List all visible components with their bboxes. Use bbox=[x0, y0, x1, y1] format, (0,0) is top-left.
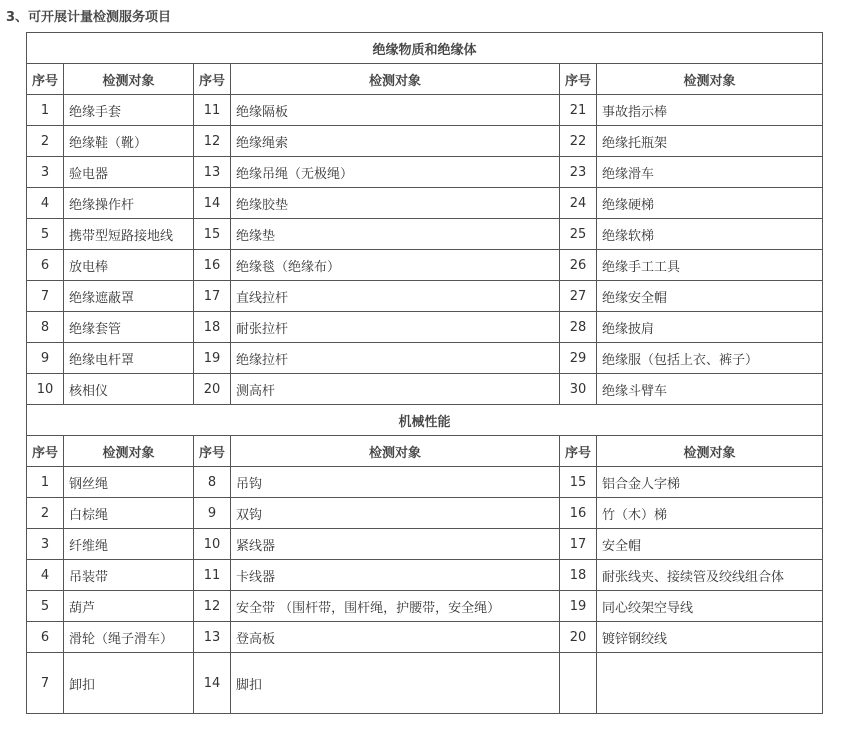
column-header-number: 序号 bbox=[27, 436, 64, 467]
item-number: 12 bbox=[194, 126, 231, 157]
column-header-number: 序号 bbox=[194, 436, 231, 467]
item-number: 22 bbox=[560, 126, 597, 157]
item-name: 登高板 bbox=[231, 622, 560, 653]
column-header-item: 检测对象 bbox=[597, 64, 823, 95]
item-name bbox=[597, 653, 823, 714]
item-number: 13 bbox=[194, 157, 231, 188]
item-name: 绝缘电杆罩 bbox=[64, 343, 194, 374]
item-name: 绝缘手套 bbox=[64, 95, 194, 126]
item-name: 钢丝绳 bbox=[64, 467, 194, 498]
section-heading: 3、可开展计量检测服务项目 bbox=[6, 10, 172, 25]
item-number: 1 bbox=[27, 467, 64, 498]
item-name: 脚扣 bbox=[231, 653, 560, 714]
table-row bbox=[27, 281, 823, 312]
item-number: 3 bbox=[27, 529, 64, 560]
item-name: 纤维绳 bbox=[64, 529, 194, 560]
item-number: 30 bbox=[560, 374, 597, 405]
item-number: 20 bbox=[194, 374, 231, 405]
table-row bbox=[27, 374, 823, 405]
column-header-row bbox=[27, 436, 823, 467]
item-name: 同心绞架空导线 bbox=[597, 591, 823, 622]
table-row bbox=[27, 498, 823, 529]
item-name: 安全带 （围杆带，围杆绳，护腰带，安全绳） bbox=[231, 591, 560, 622]
item-name: 绝缘硬梯 bbox=[597, 188, 823, 219]
item-number: 4 bbox=[27, 560, 64, 591]
item-number: 6 bbox=[27, 622, 64, 653]
column-header-number: 序号 bbox=[560, 436, 597, 467]
item-number: 7 bbox=[27, 653, 64, 714]
item-number: 4 bbox=[27, 188, 64, 219]
item-number: 6 bbox=[27, 250, 64, 281]
item-name: 直线拉杆 bbox=[231, 281, 560, 312]
item-number: 1 bbox=[27, 95, 64, 126]
item-number: 19 bbox=[194, 343, 231, 374]
item-name: 绝缘鞋（靴） bbox=[64, 126, 194, 157]
table-row bbox=[27, 560, 823, 591]
item-name: 耐张拉杆 bbox=[231, 312, 560, 343]
section-title-row bbox=[27, 405, 823, 436]
item-name: 验电器 bbox=[64, 157, 194, 188]
item-number: 15 bbox=[560, 467, 597, 498]
item-name: 紧线器 bbox=[231, 529, 560, 560]
item-number: 18 bbox=[560, 560, 597, 591]
item-number: 8 bbox=[194, 467, 231, 498]
item-number: 19 bbox=[560, 591, 597, 622]
table-row bbox=[27, 343, 823, 374]
item-number: 13 bbox=[194, 622, 231, 653]
item-name: 测高杆 bbox=[231, 374, 560, 405]
item-name: 双钩 bbox=[231, 498, 560, 529]
item-name: 绝缘披肩 bbox=[597, 312, 823, 343]
item-number: 14 bbox=[194, 653, 231, 714]
item-name: 绝缘毯（绝缘布） bbox=[231, 250, 560, 281]
item-number: 12 bbox=[194, 591, 231, 622]
column-header-number: 序号 bbox=[27, 64, 64, 95]
item-number: 26 bbox=[560, 250, 597, 281]
column-header-item: 检测对象 bbox=[231, 436, 560, 467]
column-header-item: 检测对象 bbox=[64, 436, 194, 467]
item-number: 14 bbox=[194, 188, 231, 219]
table-row bbox=[27, 653, 823, 714]
item-name: 铝合金人字梯 bbox=[597, 467, 823, 498]
item-name: 白棕绳 bbox=[64, 498, 194, 529]
item-number: 10 bbox=[194, 529, 231, 560]
item-name: 镀锌钢绞线 bbox=[597, 622, 823, 653]
item-number: 5 bbox=[27, 591, 64, 622]
item-name: 吊钩 bbox=[231, 467, 560, 498]
item-number: 29 bbox=[560, 343, 597, 374]
item-name: 绝缘托瓶架 bbox=[597, 126, 823, 157]
item-number: 20 bbox=[560, 622, 597, 653]
item-name: 核相仪 bbox=[64, 374, 194, 405]
item-number: 11 bbox=[194, 95, 231, 126]
item-name: 绝缘套管 bbox=[64, 312, 194, 343]
table-row bbox=[27, 529, 823, 560]
item-name: 绝缘手工工具 bbox=[597, 250, 823, 281]
table-row bbox=[27, 591, 823, 622]
column-header-row bbox=[27, 64, 823, 95]
table-row bbox=[27, 622, 823, 653]
item-name: 绝缘斗臂车 bbox=[597, 374, 823, 405]
table-row bbox=[27, 188, 823, 219]
item-name: 携带型短路接地线 bbox=[64, 219, 194, 250]
item-name: 绝缘吊绳（无极绳） bbox=[231, 157, 560, 188]
item-number: 10 bbox=[27, 374, 64, 405]
item-number: 27 bbox=[560, 281, 597, 312]
column-header-number: 序号 bbox=[194, 64, 231, 95]
item-name: 事故指示棒 bbox=[597, 95, 823, 126]
item-number: 21 bbox=[560, 95, 597, 126]
item-number: 5 bbox=[27, 219, 64, 250]
item-number: 9 bbox=[194, 498, 231, 529]
item-number: 11 bbox=[194, 560, 231, 591]
item-number: 16 bbox=[194, 250, 231, 281]
table-row bbox=[27, 157, 823, 188]
item-number: 17 bbox=[560, 529, 597, 560]
section-title: 机械性能 bbox=[27, 405, 823, 436]
item-number: 23 bbox=[560, 157, 597, 188]
item-name: 卸扣 bbox=[64, 653, 194, 714]
item-number bbox=[560, 653, 597, 714]
item-name: 吊装带 bbox=[64, 560, 194, 591]
section-title: 绝缘物质和绝缘体 bbox=[27, 33, 823, 64]
table-row bbox=[27, 312, 823, 343]
item-name: 放电棒 bbox=[64, 250, 194, 281]
table-row bbox=[27, 95, 823, 126]
item-name: 耐张线夹、接续管及绞线组合体 bbox=[597, 560, 823, 591]
item-number: 8 bbox=[27, 312, 64, 343]
item-name: 绝缘绳索 bbox=[231, 126, 560, 157]
item-name: 卡线器 bbox=[231, 560, 560, 591]
inspection-items-table bbox=[26, 32, 823, 714]
item-name: 绝缘软梯 bbox=[597, 219, 823, 250]
column-header-item: 检测对象 bbox=[64, 64, 194, 95]
item-name: 竹（木）梯 bbox=[597, 498, 823, 529]
item-name: 葫芦 bbox=[64, 591, 194, 622]
item-number: 18 bbox=[194, 312, 231, 343]
column-header-item: 检测对象 bbox=[231, 64, 560, 95]
column-header-item: 检测对象 bbox=[597, 436, 823, 467]
item-number: 7 bbox=[27, 281, 64, 312]
item-number: 9 bbox=[27, 343, 64, 374]
item-number: 17 bbox=[194, 281, 231, 312]
item-number: 24 bbox=[560, 188, 597, 219]
column-header-number: 序号 bbox=[560, 64, 597, 95]
item-name: 绝缘滑车 bbox=[597, 157, 823, 188]
item-name: 绝缘操作杆 bbox=[64, 188, 194, 219]
item-number: 28 bbox=[560, 312, 597, 343]
item-name: 绝缘隔板 bbox=[231, 95, 560, 126]
item-name: 绝缘安全帽 bbox=[597, 281, 823, 312]
item-name: 绝缘遮蔽罩 bbox=[64, 281, 194, 312]
section-title-row bbox=[27, 33, 823, 64]
item-name: 绝缘胶垫 bbox=[231, 188, 560, 219]
item-name: 安全帽 bbox=[597, 529, 823, 560]
table-row bbox=[27, 467, 823, 498]
item-number: 16 bbox=[560, 498, 597, 529]
item-number: 2 bbox=[27, 498, 64, 529]
table-row bbox=[27, 126, 823, 157]
table-row bbox=[27, 250, 823, 281]
item-number: 25 bbox=[560, 219, 597, 250]
item-name: 绝缘拉杆 bbox=[231, 343, 560, 374]
item-name: 滑轮（绳子滑车） bbox=[64, 622, 194, 653]
item-name: 绝缘垫 bbox=[231, 219, 560, 250]
table-row bbox=[27, 219, 823, 250]
item-number: 15 bbox=[194, 219, 231, 250]
item-number: 3 bbox=[27, 157, 64, 188]
item-name: 绝缘服（包括上衣、裤子） bbox=[597, 343, 823, 374]
item-number: 2 bbox=[27, 126, 64, 157]
